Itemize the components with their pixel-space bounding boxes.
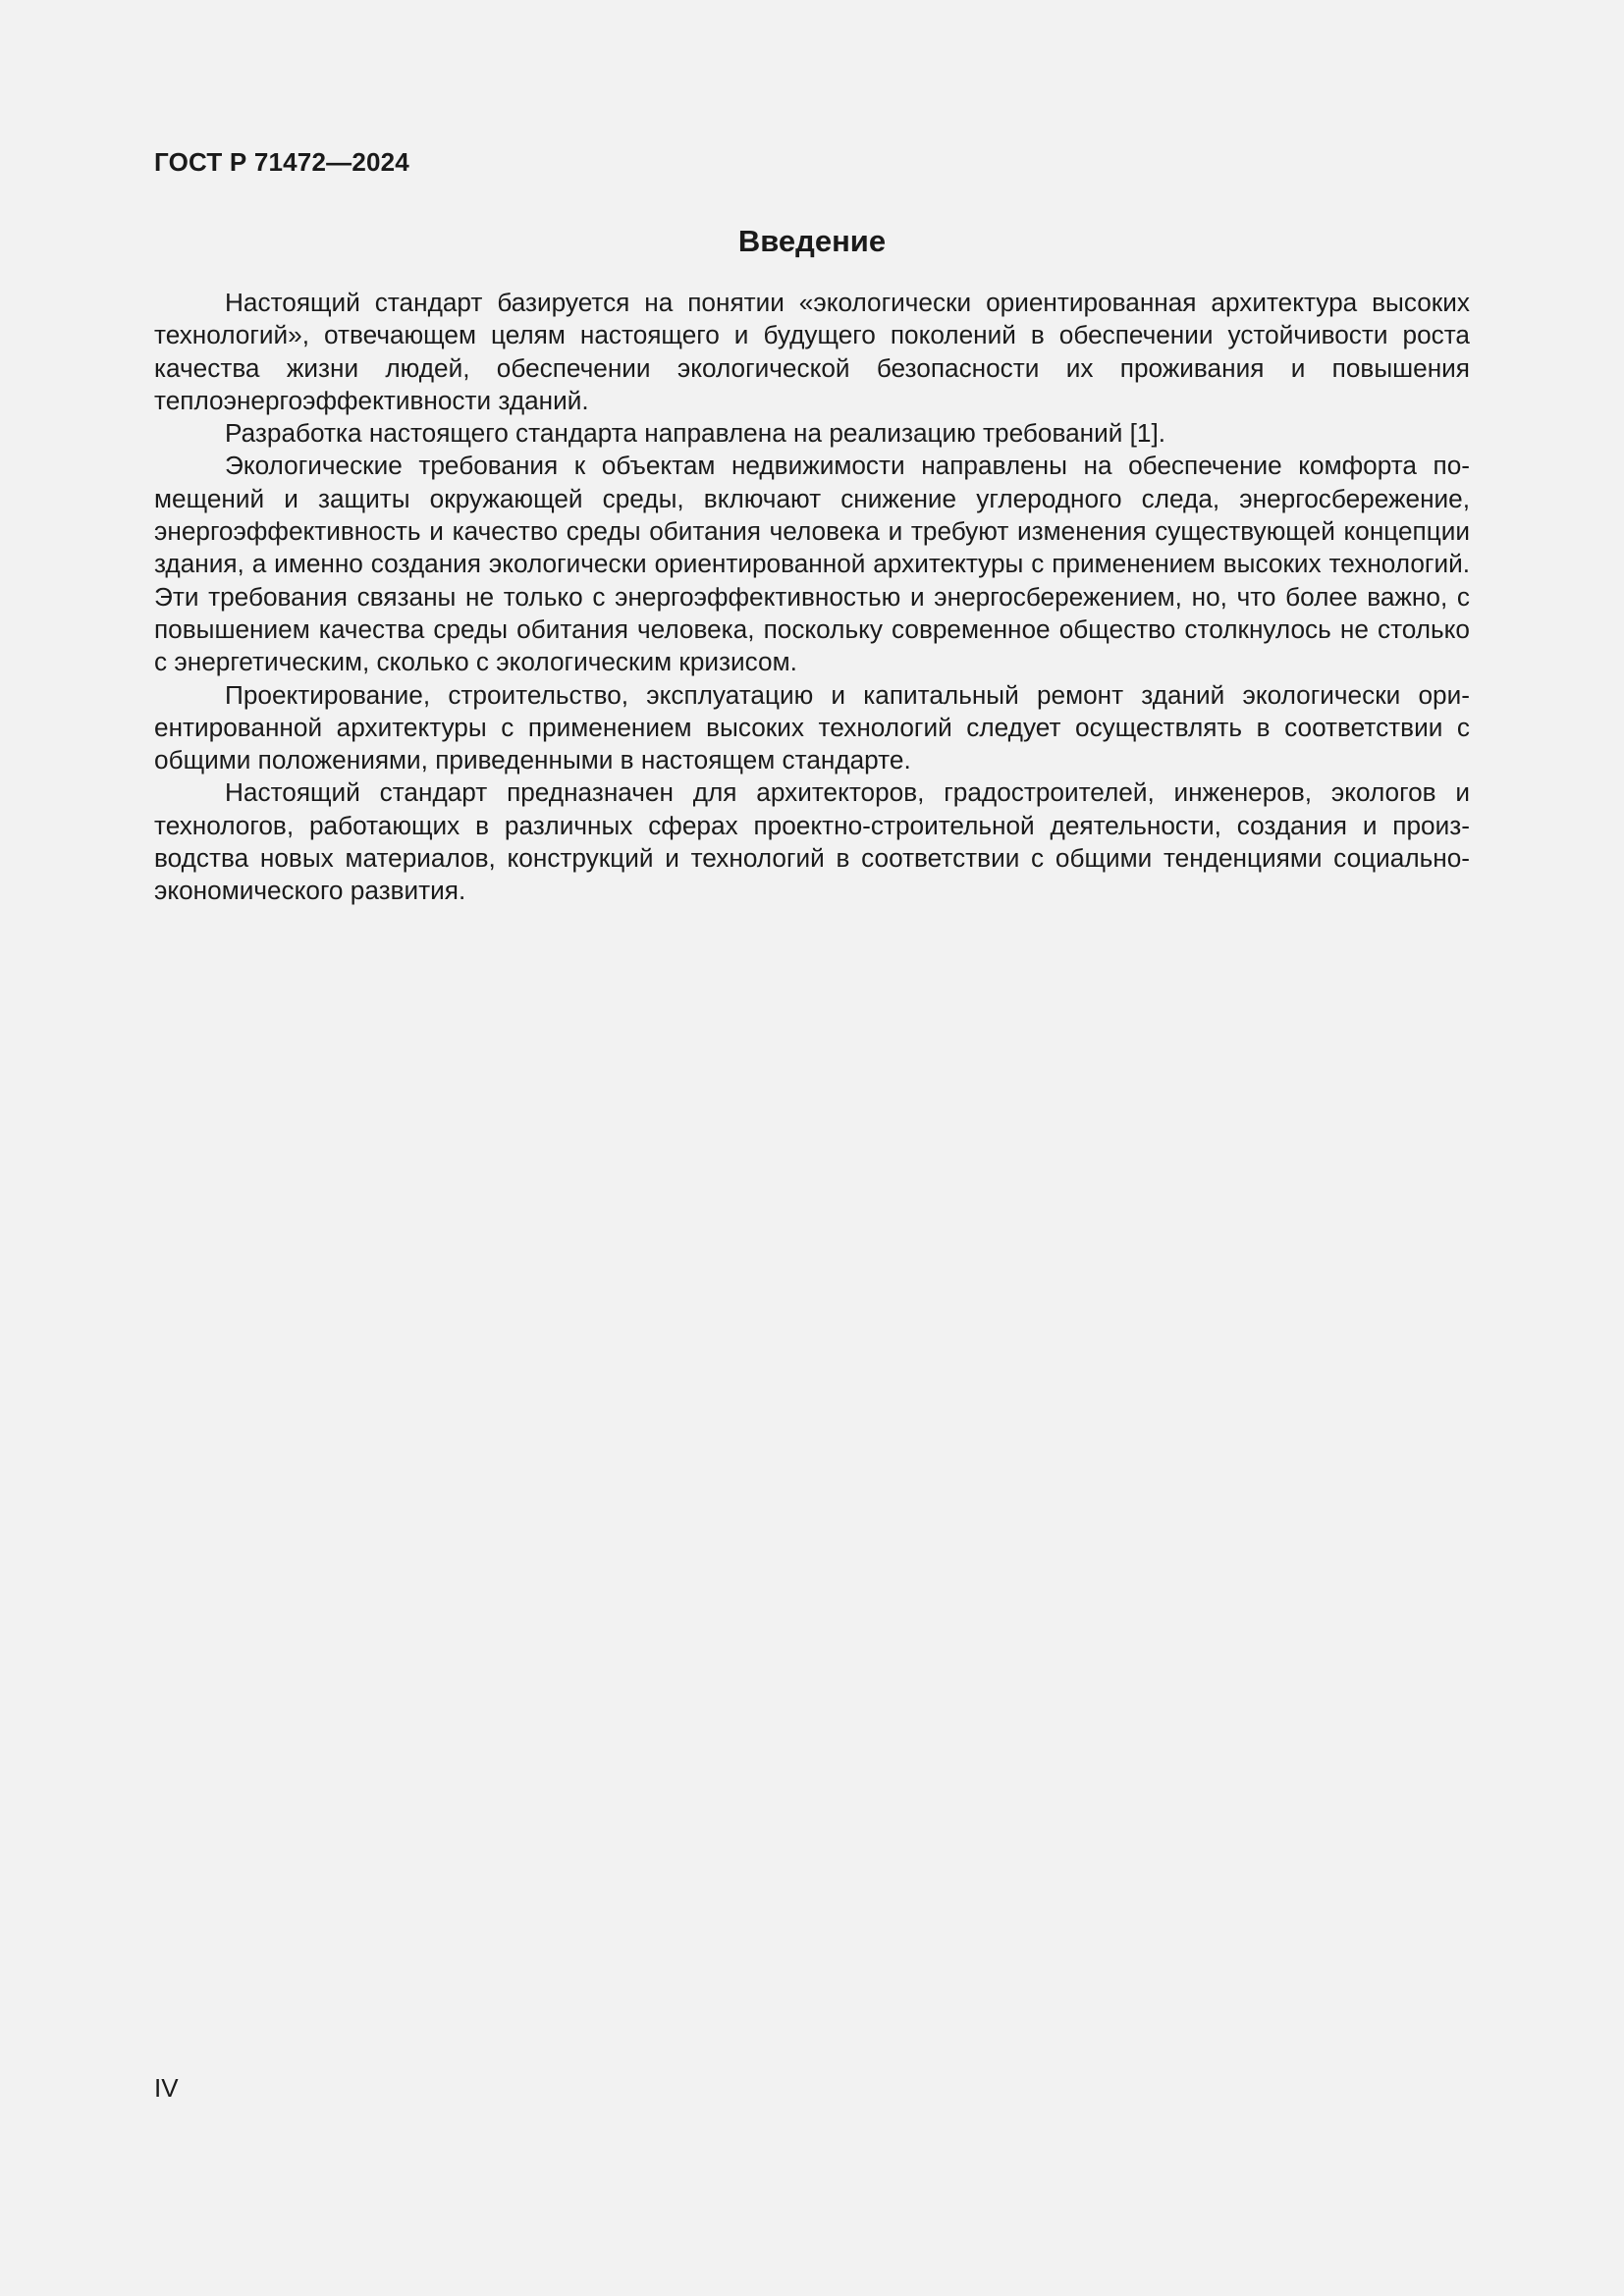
document-code: ГОСТ Р 71472—2024 [154, 147, 409, 177]
introduction-body [154, 287, 1470, 908]
paragraph: Настоящий стандарт предназначен для архитекторов, градостроителей, инженеров, экологов и технологов, работающих в различных сферах проектно-строительной деятельности, создания и производства новых материалов, конструкций и технологий в соответствии с общими тенденциями социально-экономического развития. [154, 777, 1470, 906]
page-number: IV [154, 2073, 179, 2103]
paragraph: Разработка настоящего стандарта направлена на реализацию требований [1]. [225, 418, 1166, 449]
paragraph: Проектирование, строительство, эксплуатацию и капитальный ремонт зданий экологически ориентированной архитектуры с применением высоких технологий следует осуществлять в соответствии с общими положениями, приведенными в настоящем стандарте. [154, 679, 1470, 775]
paragraph: Экологические требования к объектам недвижимости направлены на обеспечение комфорта помещений и защиты окружающей среды, включают снижение углеродного следа, энергосбережение, энергоэффективность и качество среды обитания человека и требуют изменения существующей концепции здания, а именно создания экологически ориентированной архитектуры с применением высоких технологий. Эти требования связаны не только с энергоэффективностью и энергосбережением, но, что более важно, с повышением качества среды обитания человека, поскольку современное общество столкнулось не столько с энергетическим, сколько с экологическим кризисом. [154, 451, 1470, 677]
paragraph: Настоящий стандарт базируется на понятии «экологически ориентированная архитектура высоких технологий», отвечающем целям настоящего и будущего поколений в обеспечении устойчивости роста качества жизни людей, обеспечении экологической безопасности их проживания и повышения теплоэнергоэффективности зданий. [154, 288, 1470, 415]
section-title: Введение [737, 224, 887, 258]
